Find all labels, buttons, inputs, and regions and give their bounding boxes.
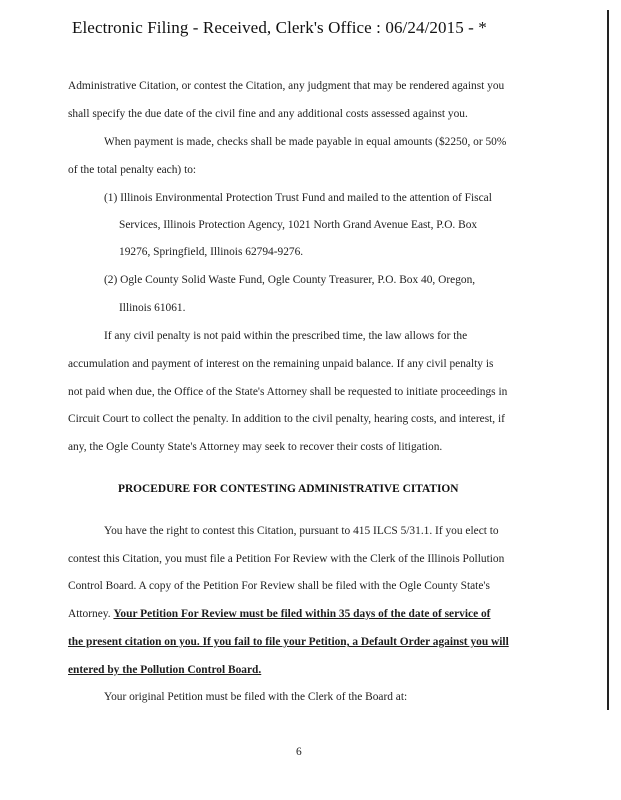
item1-line-1: (1) Illinois Environmental Protection Trust Fund and mailed to the attention of Fiscal	[104, 192, 492, 204]
scan-edge-line	[607, 10, 609, 710]
para4-line-4	[68, 608, 490, 620]
para4-line-1: You have the right to contest this Citation, pursuant to 415 ILCS 5/31.1. If you elect to	[104, 525, 499, 537]
para2-line-1: When payment is made, checks shall be made payable in equal amounts ($2250, or 50%	[104, 136, 507, 148]
electronic-filing-header: Electronic Filing - Received, Clerk's Office : 06/24/2015 - *	[72, 18, 487, 37]
item2-line-1: (2) Ogle County Solid Waste Fund, Ogle County Treasurer, P.O. Box 40, Oregon,	[104, 274, 476, 286]
para3-line-3: not paid when due, the Office of the State's Attorney shall be requested to initiate proceedings in	[68, 386, 508, 398]
para2-line-2: of the total penalty each) to:	[68, 164, 197, 176]
para4-line-3: Control Board. A copy of the Petition For Review shall be filed with the Ogle County State's	[68, 580, 490, 592]
para1-line-1: Administrative Citation, or contest the Citation, any judgment that may be rendered against you	[68, 80, 505, 92]
para4-line-4-prefix: Attorney.	[68, 608, 114, 620]
item2-line-2: Illinois 61061.	[119, 302, 186, 314]
para3-line-1: If any civil penalty is not paid within the prescribed time, the law allows for the	[104, 330, 468, 342]
petition-deadline-warning-1: Your Petition For Review must be filed within 35 days of the date of service of	[113, 608, 491, 620]
para3-line-2: accumulation and payment of interest on the remaining unpaid balance. If any civil penalty is	[68, 358, 494, 370]
para3-line-4: Circuit Court to collect the penalty. In addition to the civil penalty, hearing costs, and interest, if	[68, 413, 505, 425]
para4-line-2: contest this Citation, you must file a Petition For Review with the Clerk of the Illinois Pollution	[68, 553, 505, 565]
petition-deadline-warning-2: the present citation on you. If you fail to file your Petition, a Default Order against you will	[68, 636, 509, 648]
page-number: 6	[296, 746, 302, 758]
para3-line-5: any, the Ogle County State's Attorney may seek to recover their costs of litigation.	[68, 441, 443, 453]
para1-line-2: shall specify the due date of the civil fine and any additional costs assessed against you.	[68, 108, 468, 120]
section-heading: PROCEDURE FOR CONTESTING ADMINISTRATIVE CITATION	[118, 483, 459, 495]
petition-deadline-warning-3: entered by the Pollution Control Board.	[68, 664, 262, 676]
item1-line-2: Services, Illinois Protection Agency, 1021 North Grand Avenue East, P.O. Box	[119, 219, 478, 231]
item1-line-3: 19276, Springfield, Illinois 62794-9276.	[119, 246, 304, 258]
para5-line-1: Your original Petition must be filed with the Clerk of the Board at:	[104, 691, 408, 703]
